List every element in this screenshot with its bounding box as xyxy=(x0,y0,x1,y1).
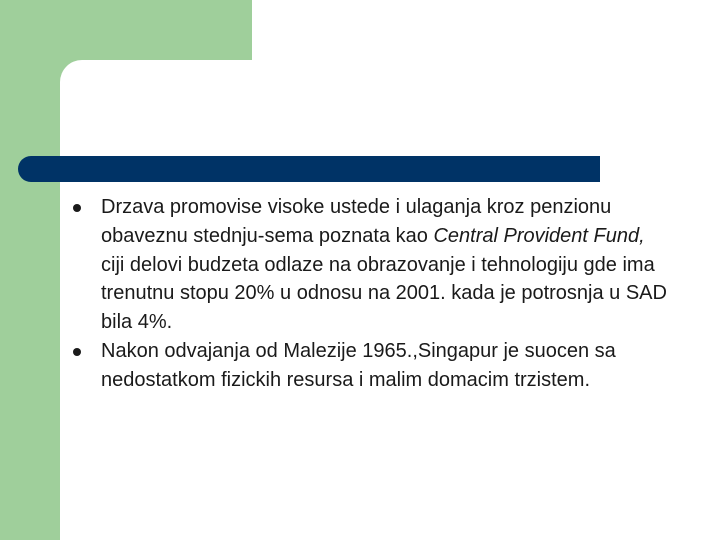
bullet-dot-icon xyxy=(73,204,81,212)
bullet-1-text-rest: ciji delovi budzeta odlaze na obrazovanje i tehnologiju gde ima trenutnu stopu 20% u odnosu na 2001. kada je potrosnja u SAD bila 4%. xyxy=(101,253,667,334)
title-bar xyxy=(18,156,600,182)
bullet-1-text-part: Drzava promovise visoke ustede i ulaganja kroz penzionu obaveznu stednju-sema poznata kao xyxy=(101,196,612,247)
bullet-text-2: Nakon odvajanja od Malezije 1965.,Singapur je suocen sa nedostatkom fizickih resursa i malim domacim trzistem. xyxy=(101,339,616,391)
bullet-item-2 xyxy=(72,337,672,395)
bullet-list xyxy=(72,193,672,395)
bullet-text-1 xyxy=(101,193,672,337)
bullet-item-1 xyxy=(72,193,672,337)
central-provident-fund-italic: Central Provident Fund, xyxy=(433,224,645,247)
bullet-dot-icon xyxy=(73,348,81,356)
